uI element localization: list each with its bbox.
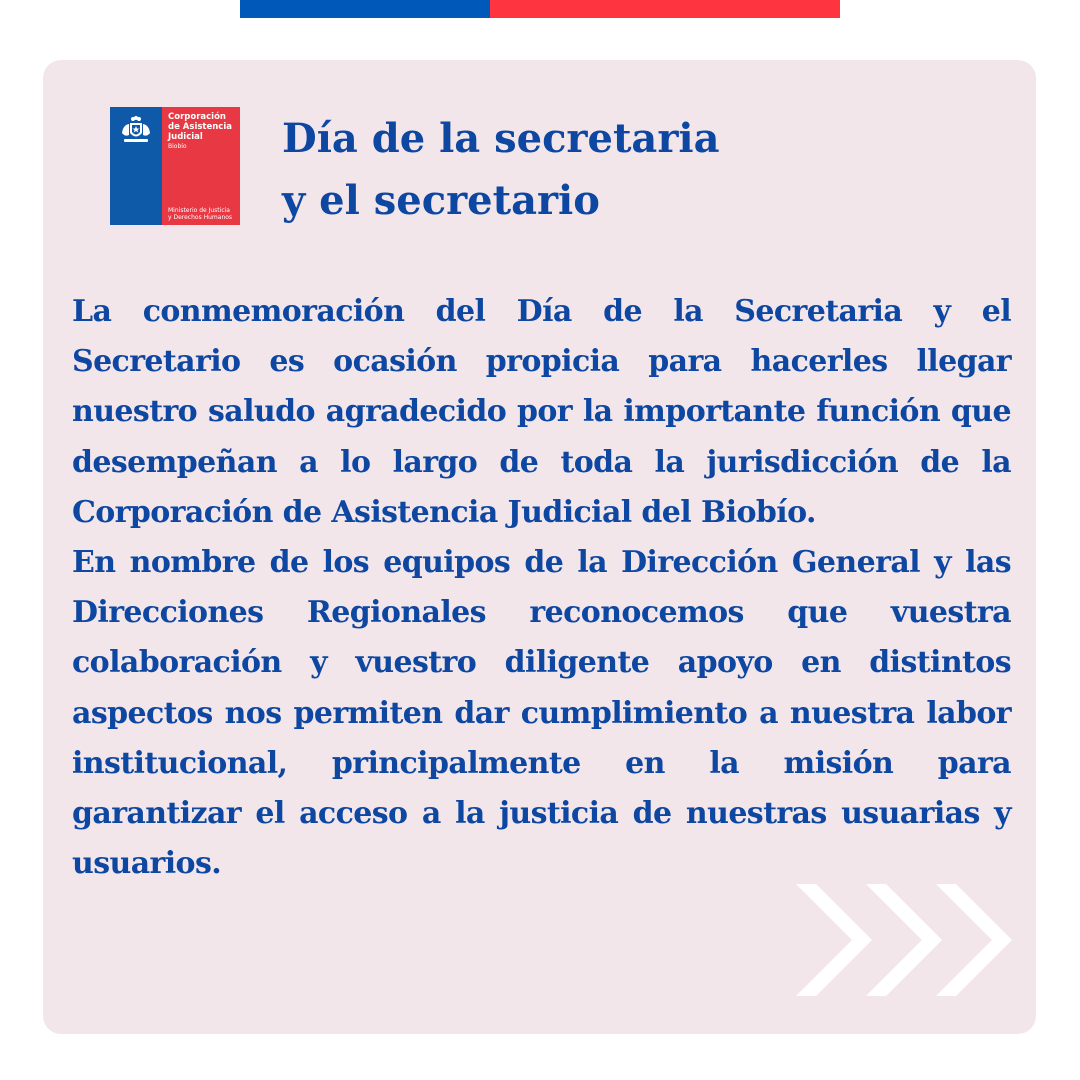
coat-of-arms-icon <box>118 113 154 147</box>
title-line-1: Día de la secretaria <box>282 115 720 162</box>
logo-ministry: Ministerio de Justicia y Derechos Humanos <box>168 207 233 221</box>
body-paragraph-2: En nombre de los equipos de la Dirección General y las Direcciones Regionales reconocemos que vuestra colaboración y vuestro diligente apoyo en distintos aspectos nos permiten dar cumplimiento a nuestra labor institucional, principalmente en la misión para garantizar el acceso a la justicia de nuestras usuarias y usuarios. <box>72 545 1011 882</box>
title-line-2: y el secretario <box>282 177 600 224</box>
triple-chevron-right-icon <box>796 884 1012 996</box>
logo-blue-panel <box>110 107 162 225</box>
page-title <box>282 108 720 232</box>
institution-logo <box>110 107 240 225</box>
body-paragraph-1: La conmemoración del Día de la Secretaria y el Secretario es ocasión propicia para hacerles llegar nuestro saludo agradecido por la importante función que desempeñan a lo largo de toda la jurisdicción de la Corporación de Asistencia Judicial del Biobío. <box>72 294 1011 530</box>
logo-org-name: Corporación de Asistencia Judicial <box>168 112 232 142</box>
flag-color-bar <box>240 0 840 18</box>
logo-red-panel <box>162 107 240 225</box>
logo-region: Biobío <box>168 143 187 150</box>
flag-bar-blue <box>240 0 490 18</box>
flag-bar-red <box>490 0 840 18</box>
message-body <box>72 287 1011 889</box>
